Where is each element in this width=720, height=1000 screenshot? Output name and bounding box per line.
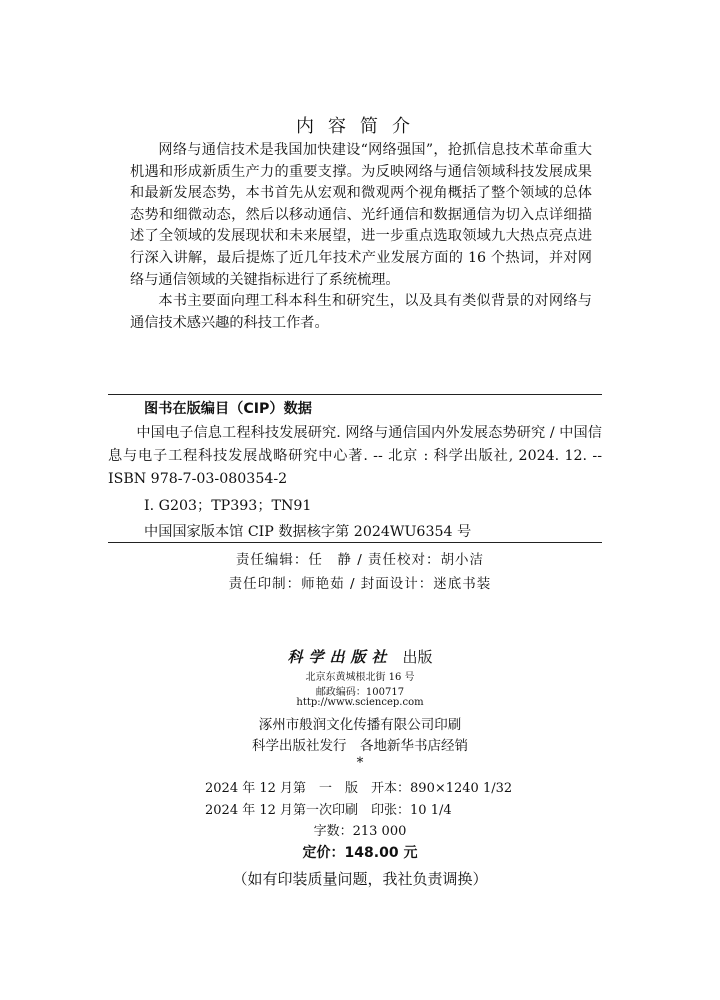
distribution-line: 科学出版社发行 各地新华书店经销 — [252, 738, 468, 754]
cip-heading: 图书在版编目（CIP）数据 — [144, 401, 312, 417]
cip-record: 中国电子信息工程科技发展研究. 网络与通信国内外发展态势研究 / 中国信息与电子工程科技发展战略研究中心著. -- 北京 : 科学出版社, 2024. 12. -- ISBN 978-7-03-080354-2 — [108, 425, 602, 487]
staff-line-1: 责任编辑：任 静 / 责任校对：胡小洁 — [235, 552, 485, 568]
price: 定价：148.00 元 — [302, 845, 418, 861]
edition-line: 2024 年 12 月第 一 版 开本：890×1240 1/32 — [205, 781, 513, 796]
cip-classification: Ⅰ. G203；TP393；TN91 — [144, 498, 312, 514]
publisher-logo: 科学出版社 — [287, 648, 393, 666]
page-title: 内容简介 — [296, 116, 424, 137]
publisher-url: http://www.sciencep.com — [296, 697, 424, 708]
cip-bottom-rule — [108, 542, 602, 543]
cip-block — [108, 398, 602, 543]
word-count: 字数：213 000 — [313, 824, 407, 839]
publisher-suffix: 出版 — [402, 648, 433, 666]
staff-line-2: 责任印制：师艳茹 / 封面设计：迷底书装 — [228, 576, 492, 592]
printer-line: 涿州市般润文化传播有限公司印刷 — [258, 717, 462, 733]
publisher-line — [0, 646, 720, 667]
separator-star: * — [356, 755, 364, 771]
publisher-address: 北京东黄城根北街 16 号 — [305, 672, 415, 683]
publisher-postcode: 邮政编码：100717 — [315, 687, 405, 698]
intro-paragraph-1: 网络与通信技术是我国加快建设“网络强国”，抢抓信息技术革命重大机遇和形成新质生产力的重要支撑。为反映网络与通信领域科技发展成果和最新发展态势，本书首先从宏观和微观两个视角概括了整个领域的总体态势和细微动态，然后以移动通信、光纤通信和数据通信为切入点详细描述了全领域的发展现状和未来展望，进一步重点选取领域九大热点亮点进行深入讲解，最后提炼了近几年技术产业发展方面的 16 个热词，并对网络与通信领域的关键指标进行了系统梳理。 — [130, 142, 592, 288]
cip-number: 中国国家版本馆 CIP 数据核字第 2024WU6354 号 — [144, 524, 472, 540]
printing-line: 2024 年 12 月第一次印刷 印张：10 1/4 — [205, 803, 452, 818]
quality-notice: （如有印装质量问题，我社负责调换） — [232, 870, 488, 888]
intro-text — [130, 140, 592, 334]
cip-top-rule — [108, 394, 602, 395]
intro-paragraph-2: 本书主要面向理工科本科生和研究生，以及具有类似背景的对网络与通信技术感兴趣的科技工作者。 — [130, 293, 592, 331]
